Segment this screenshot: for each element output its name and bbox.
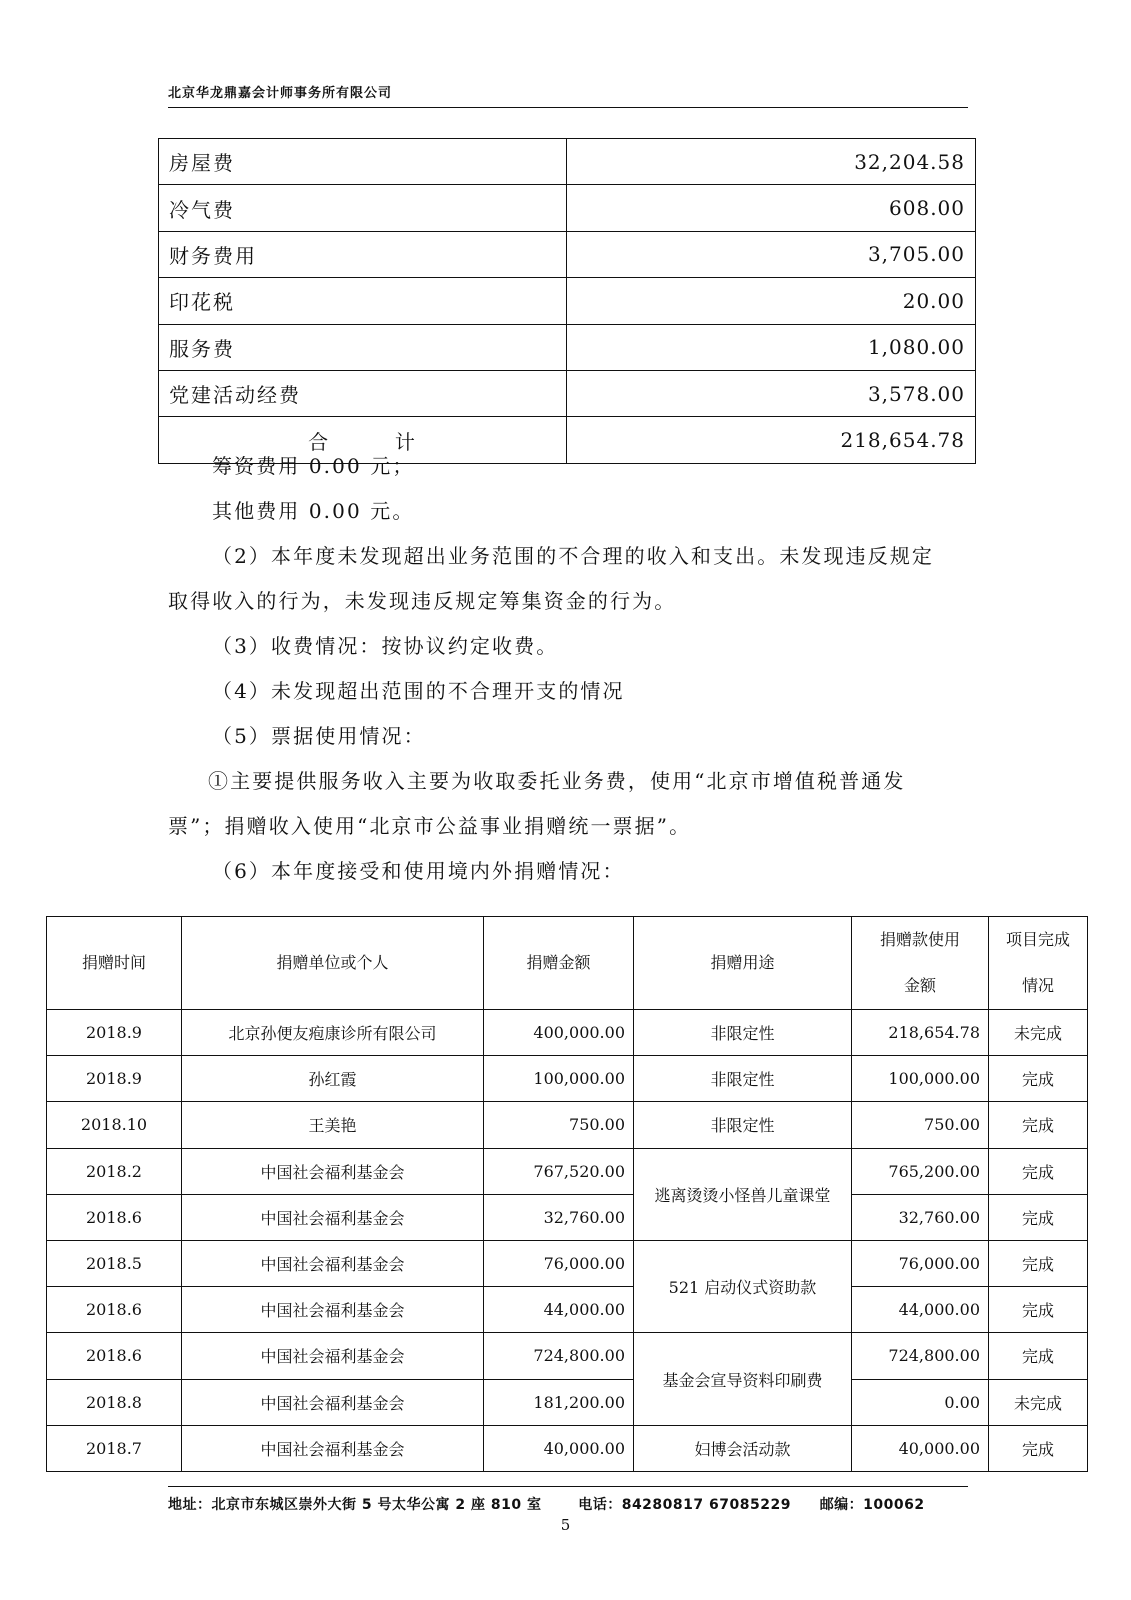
donation-donor: 北京孙便友疱康诊所有限公司: [182, 1010, 484, 1056]
expense-amount: 20.00: [567, 278, 976, 324]
donation-time: 2018.2: [47, 1148, 182, 1194]
donation-amount: 76,000.00: [484, 1240, 634, 1286]
donation-used: 218,654.78: [852, 1010, 989, 1056]
donation-status: 完成: [989, 1425, 1088, 1471]
table-row: [159, 278, 976, 324]
table-row: [159, 185, 976, 231]
table-row: [159, 324, 976, 370]
donation-status: 完成: [989, 1194, 1088, 1240]
paragraph-7: （6）本年度接受和使用境内外捐赠情况：: [212, 859, 625, 883]
donation-used: 100,000.00: [852, 1056, 989, 1102]
expense-name: 冷气费: [159, 185, 567, 231]
header-donor: 捐赠单位或个人: [182, 917, 484, 1010]
donation-used: 765,200.00: [852, 1148, 989, 1194]
firm-header: 北京华龙鼎嘉会计师事务所有限公司: [168, 86, 393, 101]
paragraph-4: （4）未发现超出范围的不合理开支的情况: [212, 679, 625, 703]
donation-status: 未完成: [989, 1010, 1088, 1056]
donation-used: 32,760.00: [852, 1194, 989, 1240]
donation-time: 2018.9: [47, 1056, 182, 1102]
donation-donor: 王美艳: [182, 1102, 484, 1148]
donation-amount: 724,800.00: [484, 1333, 634, 1379]
donation-time: 2018.6: [47, 1333, 182, 1379]
donation-table: [46, 916, 1088, 1472]
donation-amount: 44,000.00: [484, 1287, 634, 1333]
expense-name: 服务费: [159, 324, 567, 370]
expense-amount: 3,705.00: [567, 231, 976, 277]
donation-status: 未完成: [989, 1379, 1088, 1425]
donation-time: 2018.5: [47, 1240, 182, 1286]
donation-status: 完成: [989, 1287, 1088, 1333]
other-cost-text: 其他费用 0.00 元。: [212, 499, 415, 523]
donation-purpose: 基金会宣导资料印刷费: [634, 1333, 852, 1425]
donation-amount: 767,520.00: [484, 1148, 634, 1194]
donation-used: 76,000.00: [852, 1240, 989, 1286]
footer-address: 地址：北京市东城区崇外大街 5 号太华公寓 2 座 810 室: [168, 1497, 542, 1513]
table-row: [159, 370, 976, 416]
donation-donor: 孙红霞: [182, 1056, 484, 1102]
expense-table: [158, 138, 976, 464]
footer-divider: [168, 1486, 968, 1487]
table-row: [47, 1194, 1088, 1240]
total-label-char: 合: [308, 429, 331, 454]
total-label-char: 计: [394, 429, 417, 454]
donation-status: 完成: [989, 1102, 1088, 1148]
paragraph-2-line-1: （2）本年度未发现超出业务范围的不合理的收入和支出。未发现违反规定: [212, 544, 935, 568]
donation-time: 2018.7: [47, 1425, 182, 1471]
donation-purpose: 非限定性: [634, 1056, 852, 1102]
table-row: [159, 231, 976, 277]
total-amount: 218,654.78: [567, 417, 976, 463]
expense-name: 印花税: [159, 278, 567, 324]
donation-purpose: 妇博会活动款: [634, 1425, 852, 1471]
donation-time: 2018.10: [47, 1102, 182, 1148]
donation-status: 完成: [989, 1056, 1088, 1102]
donation-amount: 40,000.00: [484, 1425, 634, 1471]
table-row: [47, 1010, 1088, 1056]
donation-purpose: 521 启动仪式资助款: [634, 1240, 852, 1332]
header-status-line-1: 项目完成: [1005, 930, 1070, 949]
donation-time: 2018.8: [47, 1379, 182, 1425]
expense-amount: 1,080.00: [567, 324, 976, 370]
donation-time: 2018.6: [47, 1287, 182, 1333]
donation-donor: 中国社会福利基金会: [182, 1287, 484, 1333]
table-row: [47, 1379, 1088, 1425]
donation-amount: 400,000.00: [484, 1010, 634, 1056]
donation-amount: 100,000.00: [484, 1056, 634, 1102]
header-status: [989, 917, 1088, 1010]
expense-amount: 3,578.00: [567, 370, 976, 416]
donation-donor: 中国社会福利基金会: [182, 1194, 484, 1240]
header-divider: [168, 107, 968, 108]
donation-amount: 32,760.00: [484, 1194, 634, 1240]
header-used-line-1: 捐赠款使用: [879, 930, 960, 949]
header-status-line-2: 情况: [1021, 976, 1054, 995]
paragraph-6-line-1: ①主要提供服务收入主要为收取委托业务费，使用“北京市增值税普通发: [208, 769, 906, 793]
table-row: [47, 1148, 1088, 1194]
paragraph-3: （3）收费情况：按协议约定收费。: [212, 634, 559, 658]
footer-phone: 电话：84280817 67085229: [578, 1497, 791, 1513]
table-row: [47, 1425, 1088, 1471]
table-row: [159, 139, 976, 185]
expense-amount: 608.00: [567, 185, 976, 231]
header-used-amount: [852, 917, 989, 1010]
donation-time: 2018.6: [47, 1194, 182, 1240]
donation-donor: 中国社会福利基金会: [182, 1425, 484, 1471]
expense-name: 房屋费: [159, 139, 567, 185]
donation-used: 0.00: [852, 1379, 989, 1425]
donation-time: 2018.9: [47, 1010, 182, 1056]
donation-used: 40,000.00: [852, 1425, 989, 1471]
donation-used: 750.00: [852, 1102, 989, 1148]
donation-status: 完成: [989, 1333, 1088, 1379]
donation-donor: 中国社会福利基金会: [182, 1148, 484, 1194]
page-number: 5: [560, 1516, 571, 1534]
donation-status: 完成: [989, 1148, 1088, 1194]
donation-used: 724,800.00: [852, 1333, 989, 1379]
table-row: [47, 1240, 1088, 1286]
donation-donor: 中国社会福利基金会: [182, 1240, 484, 1286]
header-amount: 捐赠金额: [484, 917, 634, 1010]
expense-name: 财务费用: [159, 231, 567, 277]
paragraph-6-line-2: 票”；捐赠收入使用“北京市公益事业捐赠统一票据”。: [168, 814, 692, 838]
donation-status: 完成: [989, 1240, 1088, 1286]
expense-amount: 32,204.58: [567, 139, 976, 185]
table-row: [47, 1102, 1088, 1148]
donation-purpose: 非限定性: [634, 1102, 852, 1148]
donation-purpose: 非限定性: [634, 1010, 852, 1056]
donation-donor: 中国社会福利基金会: [182, 1333, 484, 1379]
header-time: 捐赠时间: [47, 917, 182, 1010]
table-row: [47, 1056, 1088, 1102]
financing-cost-text: 筹资费用 0.00 元；: [212, 454, 415, 478]
donation-donor: 中国社会福利基金会: [182, 1379, 484, 1425]
table-row: [47, 1287, 1088, 1333]
table-row: [47, 1333, 1088, 1379]
paragraph-2-line-2: 取得收入的行为，未发现违反规定筹集资金的行为。: [168, 589, 677, 613]
table-header-row: [47, 917, 1088, 1010]
donation-purpose: 逃离烫烫小怪兽儿童课堂: [634, 1148, 852, 1240]
header-used-line-2: 金额: [903, 976, 936, 995]
expense-name: 党建活动经费: [159, 370, 567, 416]
paragraph-5: （5）票据使用情况：: [212, 724, 426, 748]
donation-amount: 181,200.00: [484, 1379, 634, 1425]
donation-amount: 750.00: [484, 1102, 634, 1148]
donation-used: 44,000.00: [852, 1287, 989, 1333]
footer: [168, 1494, 968, 1514]
header-purpose: 捐赠用途: [634, 917, 852, 1010]
footer-postcode: 邮编：100062: [819, 1497, 925, 1513]
